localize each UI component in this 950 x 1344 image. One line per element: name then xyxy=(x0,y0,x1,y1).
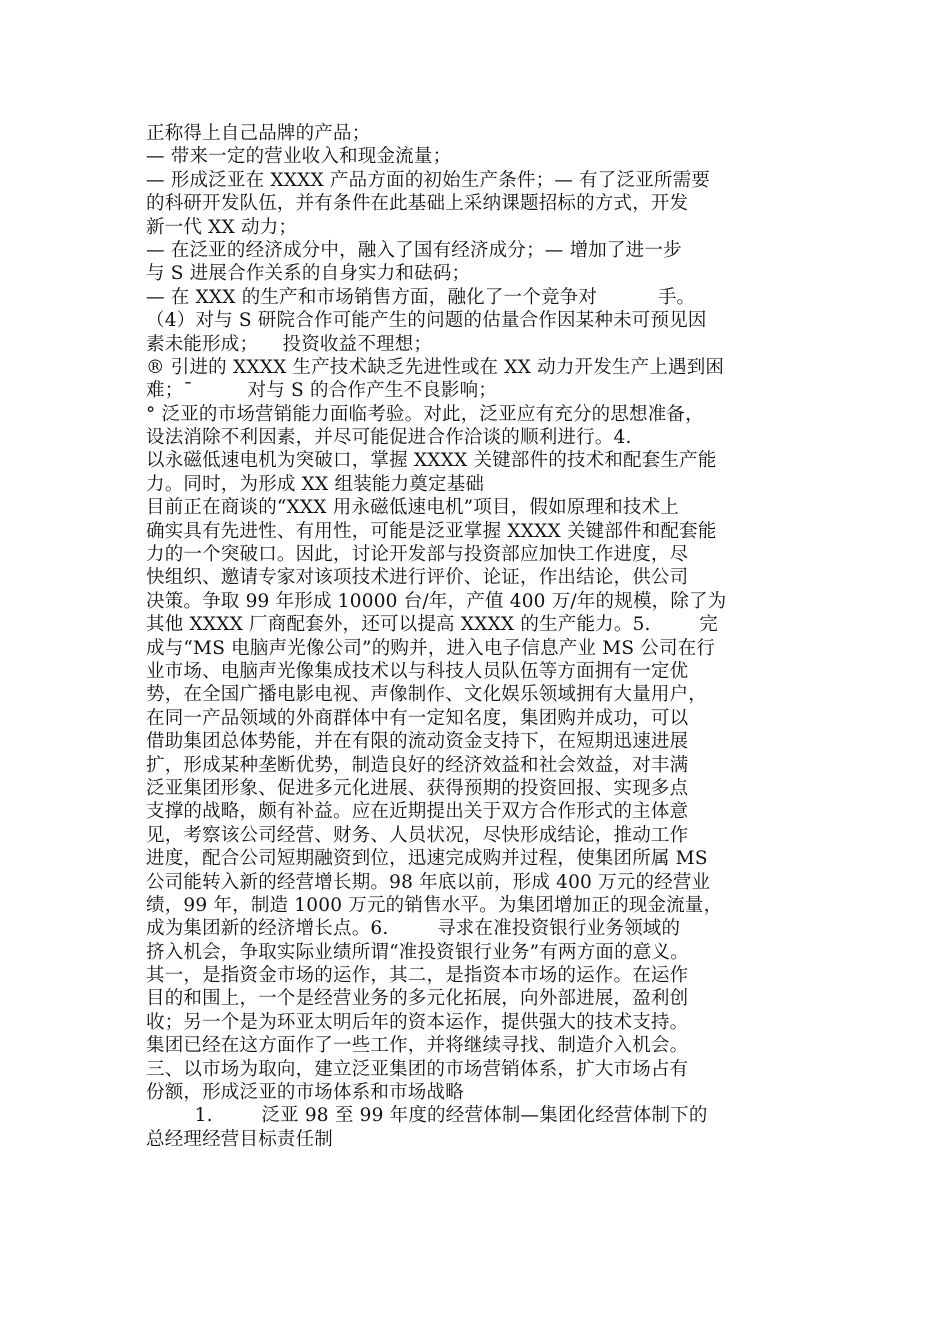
text-line: 目的和围上，一个是经营业务的多元化拓展，向外部进展，盈利创 xyxy=(146,988,689,1010)
text-line: — 在 XXX 的生产和市场销售方面，融化了一个竞争对 手。 xyxy=(146,286,696,308)
text-line: 扩，形成某种垄断优势，制造良好的经济效益和社会效益，对丰满 xyxy=(146,754,689,776)
text-line: 其他 XXXX 厂商配套外，还可以提高 XXXX 的生产能力。5. 完 xyxy=(146,614,718,636)
text-line: 总经理经营目标责任制 xyxy=(146,1128,334,1150)
text-line: 三、以市场为取向，建立泛亚集团的市场营销体系，扩大市场占有 xyxy=(146,1058,689,1080)
text-line: 支撑的战略，颇有补益。应在近期提出关于双方合作形式的主体意 xyxy=(146,801,689,823)
text-line: 素未能形成； 投资收益不理想； xyxy=(146,333,433,355)
text-line: 份额，形成泛亚的市场体系和市场战略 xyxy=(146,1082,464,1104)
text-line: 成为集团新的经济增长点。6. 寻求在准投资银行业务领域的 xyxy=(146,918,681,940)
text-line: 泛亚集团形象、促进多元化进展、获得预期的投资回报、实现多点 xyxy=(146,777,689,799)
text-line: 快组织、邀请专家对该项技术进行评价、论证，作出结论，供公司 xyxy=(146,567,689,589)
text-line: 在同一产品领域的外商群体中有一定知名度，集团购并成功，可以 xyxy=(146,707,689,729)
text-line: 业市场、电脑声光像集成技术以与科技人员队伍等方面拥有一定优 xyxy=(146,660,689,682)
text-line: 势，在全国广播电影电视、声像制作、文化娱乐领域拥有大量用户， xyxy=(146,684,708,706)
text-line: 决策。争取 99 年形成 10000 台/年，产值 400 万/年的规模，除了为 xyxy=(146,590,727,612)
text-line: 集团已经在这方面作了一些工作，并将继续寻找、制造介入机会。 xyxy=(146,1035,689,1057)
text-line: 绩，99 年，制造 1000 万元的销售水平。为集团增加正的现金流量， xyxy=(146,894,723,916)
text-line: 见，考察该公司经营、财务、人员状况，尽快形成结论，推动工作 xyxy=(146,824,689,846)
text-line: 公司能转入新的经营增长期。98 年底以前，形成 400 万元的经营业 xyxy=(146,871,711,893)
text-line: ° 泛亚的市场营销能力面临考验。对此，泛亚应有充分的思想准备， xyxy=(146,403,704,425)
text-line: 的科研开发队伍，并有条件在此基础上采纳课题招标的方式，开发 xyxy=(146,193,689,215)
text-line: 进度，配合公司短期融资到位，迅速完成购并过程，使集团所属 MS xyxy=(146,848,708,870)
text-line: 力的一个突破口。因此，讨论开发部与投资部应加快工作进度，尽 xyxy=(146,544,689,566)
text-line: 与 S 进展合作关系的自身实力和砝码； xyxy=(146,263,471,285)
text-line: 难；ˉ 对与 S 的合作产生不良影响； xyxy=(146,380,498,402)
text-line: （4）对与 S 研院合作可能产生的问题的估量合作因某种未可预见因 xyxy=(146,310,707,332)
text-line: — 形成泛亚在 XXXX 产品方面的初始生产条件；— 有了泛亚所需要 xyxy=(146,169,711,191)
text-line: 1. 泛亚 98 至 99 年度的经营体制—集团化经营体制下的 xyxy=(146,1105,708,1127)
text-line: 以永磁低速电机为突破口，掌握 XXXX 关键部件的技术和配套生产能 xyxy=(146,450,717,472)
text-line: 挤入机会，争取实际业绩所谓“准投资银行业务”有两方面的意义。 xyxy=(146,941,689,963)
text-line: 新一代 XX 动力； xyxy=(146,216,298,238)
text-line: — 在泛亚的经济成分中，融入了国有经济成分；— 增加了进一步 xyxy=(146,239,682,261)
text-line: 收；另一个是为环亚太明后年的资本运作，提供强大的技术支持。 xyxy=(146,1011,689,1033)
text-line: 正称得上自己品牌的产品； xyxy=(146,123,371,144)
text-line: — 带来一定的营业收入和现金流量； xyxy=(146,146,452,168)
document-body xyxy=(146,122,826,1151)
text-line: 其一，是指资金市场的运作，其二，是指资本市场的运作。在运作 xyxy=(146,965,689,987)
text-line: ® 引进的 XXXX 生产技术缺乏先进性或在 XX 动力开发生产上遇到困 xyxy=(146,356,725,378)
text-line: 力。同时，为形成 XX 组装能力奠定基础 xyxy=(146,473,485,495)
text-line: 借助集团总体势能，并在有限的流动资金支持下，在短期迅速进展 xyxy=(146,731,689,753)
text-line: 成与“MS 电脑声光像公司”的购并，进入电子信息产业 MS 公司在行 xyxy=(146,637,716,659)
text-line: 设法消除不利因素，并尽可能促进合作洽谈的顺利进行。4. xyxy=(146,427,632,449)
text-line: 目前正在商谈的“XXX 用永磁低速电机”项目，假如原理和技术上 xyxy=(146,497,680,519)
text-line: 确实具有先进性、有用性，可能是泛亚掌握 XXXX 关键部件和配套能 xyxy=(146,520,717,542)
